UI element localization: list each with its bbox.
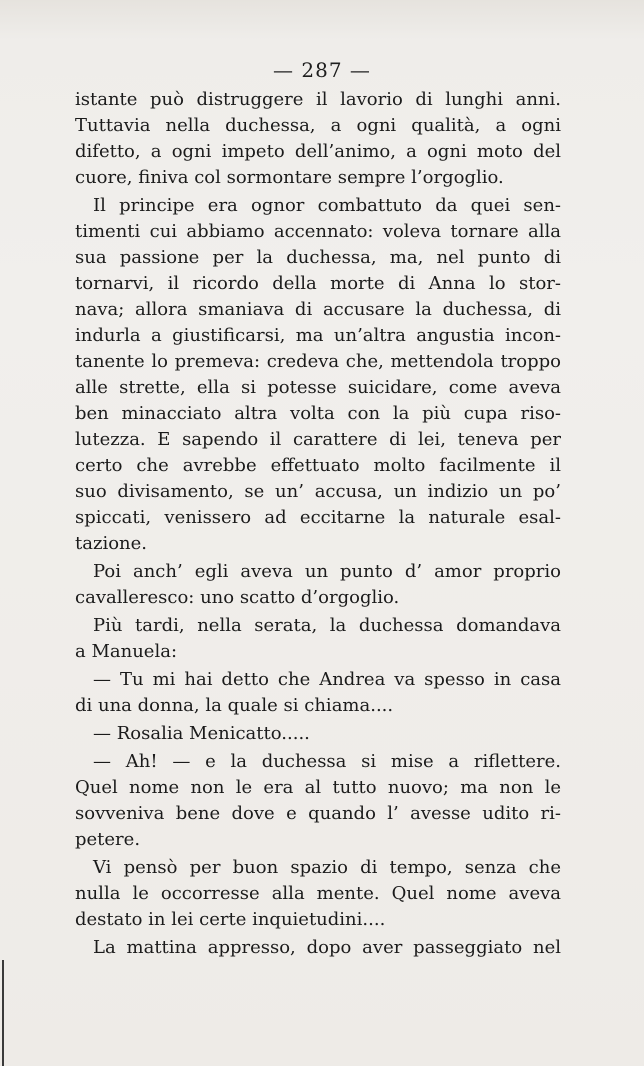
text-line: certo che avrebbe effettuato molto facilmente il (75, 455, 561, 476)
text-line: petere. (75, 829, 141, 850)
page-edge-shadow (2, 960, 4, 1066)
text-line: La mattina appresso, dopo aver passeggiato nel (93, 937, 561, 958)
text-line: Il principe era ognor combattuto da quei sen- (93, 195, 561, 216)
text-line: lutezza. E sapendo il carattere di lei, teneva per (75, 429, 561, 450)
text-line: Tuttavia nella duchessa, a ogni qualità, a ogni (75, 115, 561, 136)
text-line: di una donna, la quale si chiama.... (75, 695, 394, 716)
text-line: Vi pensò per buon spazio di tempo, senza che (93, 857, 561, 878)
text-line: — Ah! — e la duchessa si mise a riflettere. (93, 751, 561, 772)
text-line: nulla le occorresse alla mente. Quel nome aveva (75, 883, 561, 904)
text-line: sua passione per la duchessa, ma, nel punto di (75, 247, 561, 268)
text-line: nava; allora smaniava di accusare la duchessa, di (75, 299, 561, 320)
text-line: tornarvi, il ricordo della morte di Anna lo stor- (75, 273, 561, 294)
text-line: sovveniva bene dove e quando l’ avesse udito ri- (75, 803, 561, 824)
text-line: cuore, finiva col sormontare sempre l’orgoglio. (75, 167, 504, 188)
text-line: tanente lo premeva: credeva che, mettendola troppo (75, 351, 561, 372)
text-line: a Manuela: (75, 641, 178, 662)
text-line: Quel nome non le era al tutto nuovo; ma non le (75, 777, 561, 798)
page-number: — 287 — (273, 58, 371, 82)
text-line: Più tardi, nella serata, la duchessa domandava (93, 615, 561, 636)
text-line: destato in lei certe inquietudini.... (75, 909, 386, 930)
text-line: ben minacciato altra volta con la più cupa riso- (75, 403, 561, 424)
text-line: alle strette, ella si potesse suicidare, come aveva (75, 377, 561, 398)
text-line: suo divisamento, se un’ accusa, un indizio un po’ (75, 481, 561, 502)
text-line: difetto, a ogni impeto dell’animo, a ogni moto del (75, 141, 561, 162)
text-line: spiccati, venissero ad eccitarne la naturale esal- (75, 507, 561, 528)
text-line: Poi anch’ egli aveva un punto d’ amor proprio (93, 561, 561, 582)
body-text (75, 87, 561, 961)
text-line: indurla a giustificarsi, ma un’altra angustia incon- (75, 325, 561, 346)
text-line: timenti cui abbiamo accennato: voleva tornare alla (75, 221, 561, 242)
text-line: — Tu mi hai detto che Andrea va spesso in casa (93, 669, 561, 690)
text-line: istante può distruggere il lavorio di lunghi anni. (75, 89, 561, 110)
text-line: — Rosalia Menicatto..... (93, 723, 310, 744)
text-line: tazione. (75, 533, 148, 554)
text-line: cavalleresco: uno scatto d’orgoglio. (75, 587, 400, 608)
